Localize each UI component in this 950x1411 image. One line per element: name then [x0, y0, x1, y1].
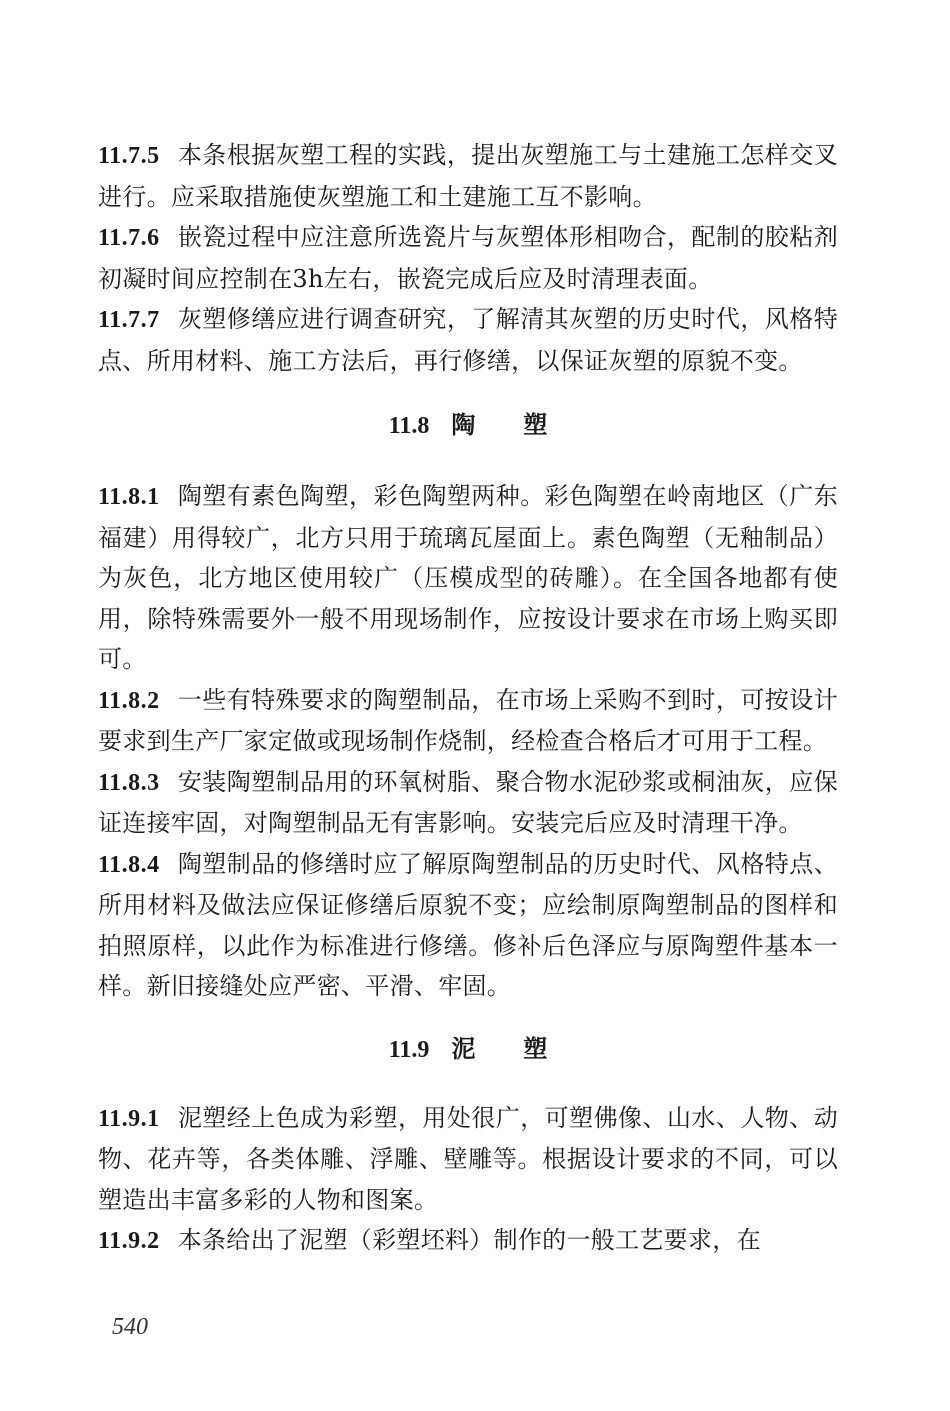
- clause-text: 本条给出了泥塑（彩塑坯料）制作的一般工艺要求，在: [177, 1226, 761, 1254]
- clause-number: 11.7.6: [98, 225, 160, 251]
- document-body: [98, 135, 838, 1262]
- clause-11-8-3: [98, 762, 838, 844]
- clause-text: 一些有特殊要求的陶塑制品，在市场上采购不到时，可按设计要求到生产厂家定做或现场制作烧制，经检查合格后才可用于工程。: [98, 685, 838, 755]
- clause-11-8-1: [98, 476, 838, 680]
- clause-text: 嵌瓷过程中应注意所选瓷片与灰塑体形相吻合，配制的胶粘剂初凝时间应控制在3h左右，嵌瓷完成后应及时清理表面。: [98, 223, 838, 293]
- section-number: 11.9: [388, 1036, 430, 1063]
- clause-11-9-1: [98, 1098, 838, 1221]
- clause-11-7-6: [98, 217, 838, 299]
- page-number: 540: [112, 1314, 148, 1340]
- section-heading-11-8: [98, 405, 838, 446]
- clause-11-8-2: [98, 680, 838, 762]
- clause-text: 灰塑修缮应进行调查研究，了解清其灰塑的历史时代，风格特点、所用材料、施工方法后，再行修缮，以保证灰塑的原貌不变。: [98, 305, 838, 375]
- clause-number: 11.8.2: [98, 687, 160, 714]
- section-title-char: 泥: [451, 1033, 476, 1063]
- clause-text: 泥塑经上色成为彩塑，用处很广，可塑佛像、山水、人物、动物、花卉等，各类体雕、浮雕、壁雕等。根据设计要求的不同，可以塑造出丰富多彩的人物和图案。: [98, 1103, 838, 1214]
- clause-number: 11.8.3: [98, 769, 160, 796]
- clause-11-7-5: [98, 135, 838, 217]
- clause-text: 本条根据灰塑工程的实践，提出灰塑施工与土建施工怎样交叉进行。应采取措施使灰塑施工和土建施工互不影响。: [98, 141, 838, 211]
- clause-number: 11.8.4: [98, 851, 160, 878]
- clause-text: 陶塑有素色陶塑，彩色陶塑两种。彩色陶塑在岭南地区（广东福建）用得较广，北方只用于琉璃瓦屋面上。素色陶塑（无釉制品）为灰色，北方地区使用较广（压模成型的砖雕）。在全国各地都有使用，除特殊需要外一般不用现场制作，应按设计要求在市场上购买即可。: [98, 482, 838, 673]
- section-number: 11.8: [388, 413, 430, 439]
- section-title-char: 塑: [523, 410, 548, 439]
- clause-number: 11.8.1: [98, 484, 160, 510]
- section-heading-11-9: [98, 1029, 838, 1070]
- clause-number: 11.7.5: [98, 143, 160, 169]
- clause-text: 陶塑制品的修缮时应了解原陶塑制品的历史时代、风格特点、所用材料及做法应保证修缮后原貌不变；应绘制原陶塑制品的图样和拍照原样，以此作为标准进行修缮。修补后色泽应与原陶塑件基本一样。新旧接缝处应严密、平滑、牢固。: [98, 849, 838, 1000]
- clause-11-7-7: [98, 299, 838, 381]
- section-title-char: 陶: [451, 410, 476, 439]
- clause-11-8-4: [98, 844, 838, 1007]
- clause-number: 11.7.7: [98, 307, 160, 333]
- section-title-char: 塑: [523, 1033, 548, 1063]
- clause-number: 11.9.2: [98, 1228, 160, 1254]
- clause-text: 安装陶塑制品用的环氧树脂、聚合物水泥砂浆或桐油灰，应保证连接牢固，对陶塑制品无有害影响。安装完后应及时清理干净。: [98, 767, 838, 837]
- clause-11-9-2: [98, 1220, 838, 1262]
- clause-number: 11.9.1: [98, 1105, 160, 1132]
